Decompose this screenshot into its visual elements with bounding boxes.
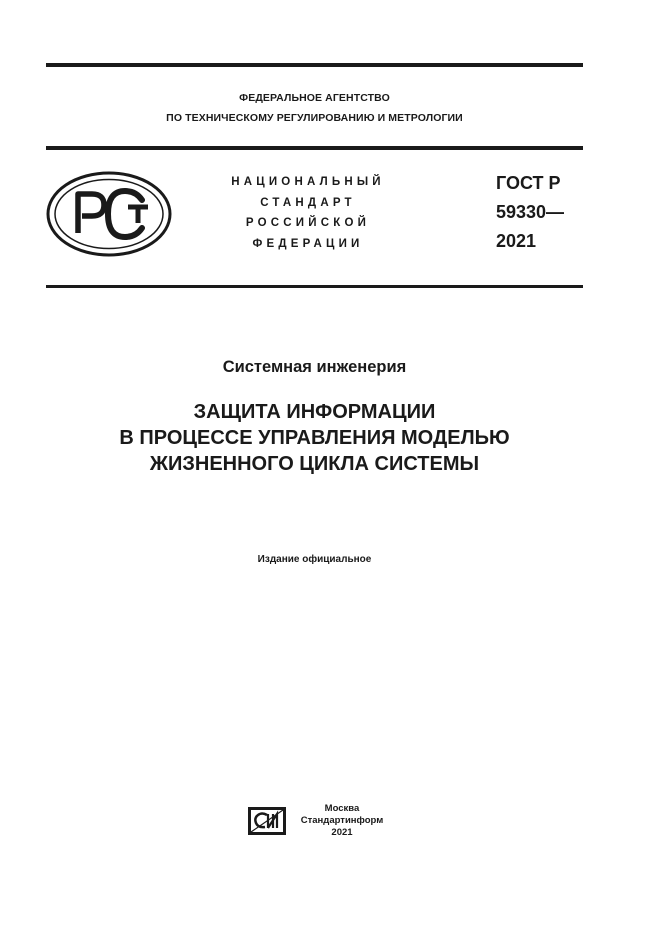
document-subtitle: Системная инженерия [222,358,407,376]
block-rule [46,285,583,288]
national-line: СТАНДАРТ [260,196,356,209]
edition-label: Издание официальное [257,554,372,565]
gost-line: 2021 [496,231,537,251]
rst-gost-logo-icon [46,171,176,257]
publisher-name: Стандартинформ [300,815,384,826]
national-line: НАЦИОНАЛЬНЫЙ [231,176,385,188]
gost-line: 59330— [496,202,565,222]
publisher-imprint [296,803,388,839]
agency-line-2: ПО ТЕХНИЧЕСКОМУ РЕГУЛИРОВАНИЮ И МЕТРОЛОГИИ [166,112,463,124]
publisher-year: 2021 [331,827,353,838]
top-rule [46,63,583,67]
national-standard-label [208,172,408,254]
agency-line-1: ФЕДЕРАЛЬНОЕ АГЕНТСТВО [239,92,390,104]
national-line: РОССИЙСКОЙ [245,217,371,229]
publisher-city: Москва [324,803,360,814]
national-line: ФЕДЕРАЦИИ [252,237,364,250]
gost-number [496,169,564,256]
document-title [46,399,583,477]
title-line: В ПРОЦЕССЕ УПРАВЛЕНИЯ МОДЕЛЬЮ [119,427,510,449]
title-line: ЗАЩИТА ИНФОРМАЦИИ [193,401,436,423]
gost-line: ГОСТ Р [496,173,561,193]
header-rule [46,146,583,150]
standartinform-logo-icon [247,806,287,836]
title-line: ЖИЗНЕННОГО ЦИКЛА СИСТЕМЫ [149,453,480,475]
